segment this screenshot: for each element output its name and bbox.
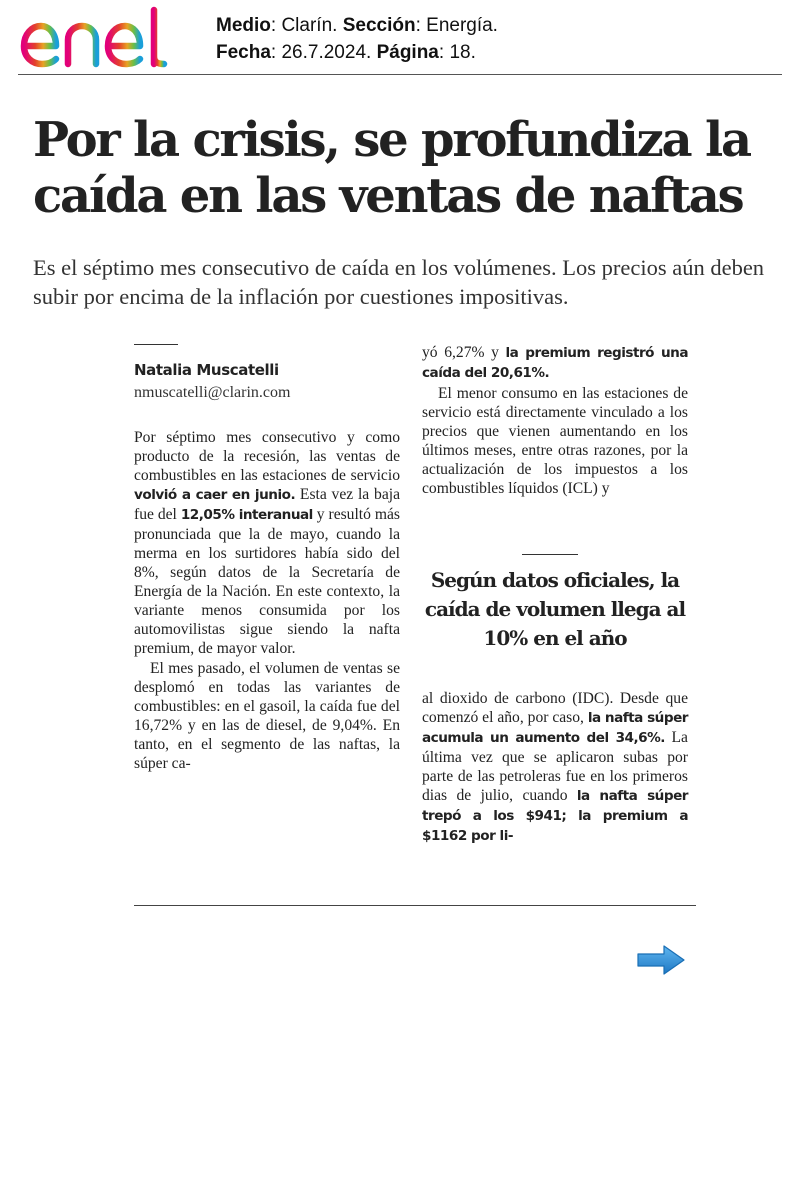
pagina-value: 18.	[449, 42, 476, 63]
header-divider	[18, 74, 782, 75]
text-bold-run: volvió a caer en junio.	[134, 487, 296, 503]
fecha-label: Fecha	[216, 42, 271, 63]
pullquote-divider	[522, 554, 578, 555]
seccion-label: Sección	[342, 15, 416, 36]
text-run: al dioxido de carbono (IDC). Desde que comenzó el año, por caso,	[422, 690, 688, 726]
text-run: y resultó más pronunciada que la de mayo, cuando la merma en los surtidores había sido del 8%, según datos de la Secretaría de Energía de la Nación. En este contexto, la variante menos consumida por los automovilistas sigue siendo la nafta premium, de mayor valor.	[134, 506, 400, 657]
fecha-value: 26.7.2024.	[281, 42, 372, 63]
text-bold-run: 12,05% interanual	[180, 507, 313, 523]
article-headline: Por la crisis, se profundiza la caída en las ventas de naftas	[33, 112, 750, 224]
pull-quote: Según datos oficiales, la caída de volumen llega al 10% en el año	[424, 568, 686, 650]
seccion-value: Energía.	[426, 15, 498, 36]
text-bold-run: la nafta súper trepó a los $941; la premium a $1162 por li-	[422, 788, 688, 844]
article-column-2-bottom	[422, 689, 688, 846]
col2-paragraph-3	[422, 689, 688, 846]
author-name: Natalia Muscatelli	[134, 361, 279, 379]
col2-paragraph-1	[422, 343, 688, 383]
enel-logo	[18, 6, 188, 70]
col1-paragraph-1	[134, 428, 400, 658]
author-email[interactable]: nmuscatelli@clarin.com	[134, 384, 291, 401]
publication-meta: Medio: Clarín. Sección: Energía. Fecha: 26.7.2024. Página: 18.	[216, 15, 498, 63]
text-run: yó 6,27% y	[422, 344, 506, 361]
article-column-1	[134, 428, 400, 773]
text-run: La última vez que se aplicaron subas por parte de las petroleras fue en los primeros dias de julio, cuando	[422, 729, 688, 804]
text-run: Esta vez la baja fue del	[134, 486, 400, 523]
col1-paragraph-2: El mes pasado, el volumen de ventas se desplomó en todas las variantes de combustibles: en el gasoil, la caída fue del 16,72% y en las de diesel, de 9,04%. En tanto, en el segmento de las naftas, la súper ca-	[134, 660, 400, 772]
pagina-label: Página	[376, 42, 439, 63]
byline-divider	[134, 344, 178, 345]
text-run: Por séptimo mes consecutivo y como producto de la recesión, las ventas de combustibles en las estaciones de servicio	[134, 429, 400, 484]
article-column-2-top	[422, 343, 688, 498]
article-bottom-divider	[134, 905, 696, 906]
article-subhead: Es el séptimo mes consecutivo de caída en los volúmenes. Los precios aún deben subir por encima de la inflación por cuestiones impositivas.	[33, 255, 765, 309]
medio-label: Medio	[216, 15, 271, 36]
col2-paragraph-2: El menor consumo en las estaciones de servicio está directamente vinculado a los precios que vienen aumentando en los últimos meses, entre otras razones, por la actualización de los impuestos a los combustibles líquidos (ICL) y	[422, 385, 688, 497]
medio-value: Clarín.	[281, 15, 338, 36]
text-bold-run: la nafta súper acumula un aumento del 34,6%.	[422, 710, 689, 746]
text-bold-run: la premium registró una caída del 20,61%.	[422, 345, 688, 381]
right-arrow-icon[interactable]	[636, 944, 686, 976]
